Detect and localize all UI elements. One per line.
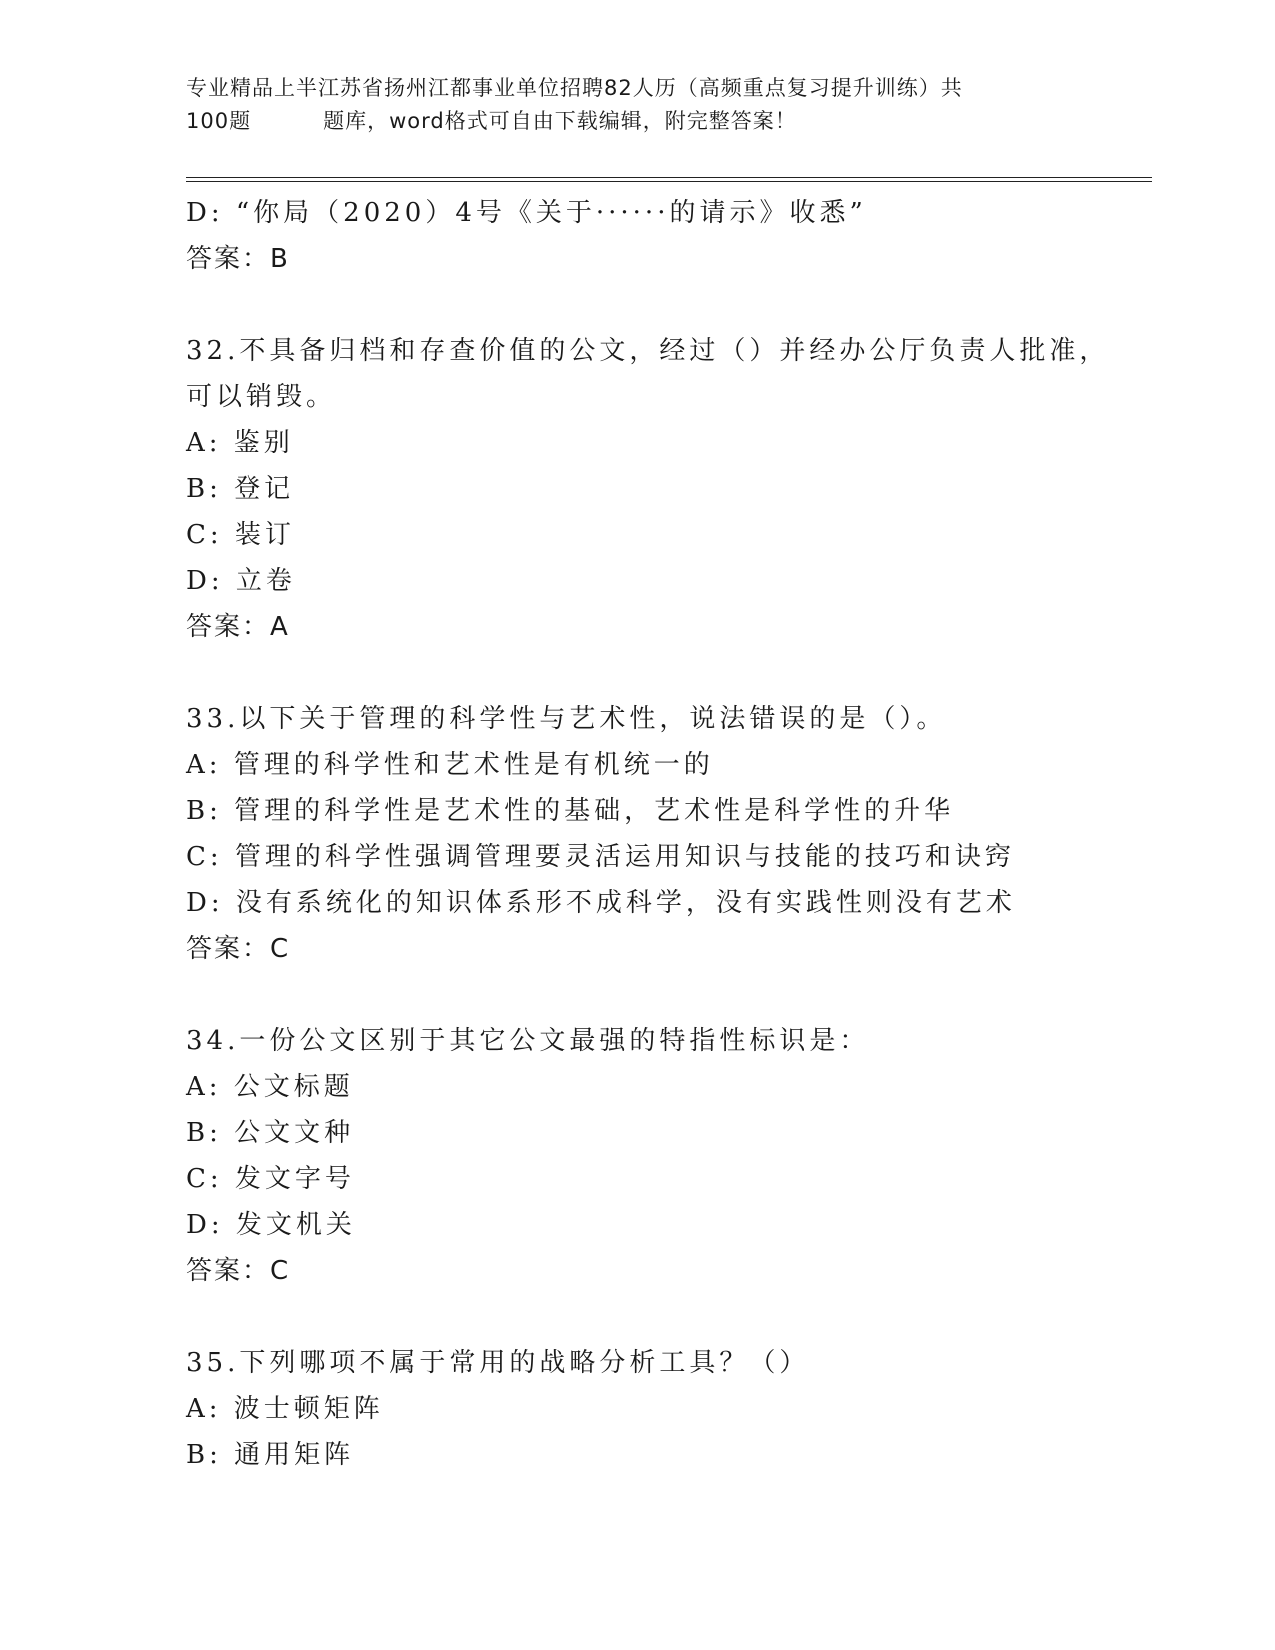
option-a: A: 波士顿矩阵	[186, 1394, 384, 1424]
option-c: C: 管理的科学性强调管理要灵活运用知识与技能的技巧和诀窍	[186, 842, 1015, 872]
answer: 答案：C	[186, 1256, 291, 1286]
header-description: 题库，word格式可自由下载编辑，附完整答案！	[323, 109, 797, 133]
option-d: D: 没有系统化的知识体系形不成科学，没有实践性则没有艺术	[186, 888, 1016, 918]
question-text: 35.下列哪项不属于常用的战略分析工具？（）	[186, 1348, 810, 1378]
question-text: 32.不具备归档和存查价值的公文，经过（）并经办公厅负责人批准，	[186, 336, 1110, 366]
question-32	[186, 328, 1110, 650]
header-question-count: 100题	[186, 109, 252, 133]
document-header	[186, 72, 1086, 138]
option-b: B: 公文文种	[186, 1118, 355, 1148]
option-a: A: 公文标题	[186, 1072, 354, 1102]
option-c: C: 发文字号	[186, 1164, 355, 1194]
option-d: D: 立卷	[186, 566, 296, 596]
option-d: D: “你局（2020）4号《关于······的请示》收悉”	[186, 198, 867, 228]
answer: 答案：A	[186, 612, 290, 642]
question-text: 33.以下关于管理的科学性与艺术性，说法错误的是（）。	[186, 704, 947, 734]
option-b: B: 登记	[186, 474, 295, 504]
option-c: C: 装订	[186, 520, 295, 550]
option-d: D: 发文机关	[186, 1210, 356, 1240]
option-a: A: 管理的科学性和艺术性是有机统一的	[186, 750, 714, 780]
question-text: 34.一份公文区别于其它公文最强的特指性标识是：	[186, 1026, 870, 1056]
option-a: A: 鉴别	[186, 428, 294, 458]
question-text-continued: 可以销毁。	[186, 382, 337, 412]
answer: 答案：C	[186, 934, 291, 964]
header-rule-bottom	[186, 181, 1152, 182]
option-b: B: 通用矩阵	[186, 1440, 355, 1470]
question-35	[186, 1340, 1086, 1478]
header-line-2	[186, 105, 1086, 138]
option-b: B: 管理的科学性是艺术性的基础，艺术性是科学性的升华	[186, 796, 955, 826]
header-rule-top	[186, 177, 1152, 178]
question-33	[186, 696, 1086, 972]
header-line-1: 专业精品上半江苏省扬州江都事业单位招聘82人历（高频重点复习提升训练）共	[186, 76, 963, 100]
question-content	[186, 190, 1110, 1478]
question-34	[186, 1018, 1086, 1294]
answer: 答案：B	[186, 244, 290, 274]
